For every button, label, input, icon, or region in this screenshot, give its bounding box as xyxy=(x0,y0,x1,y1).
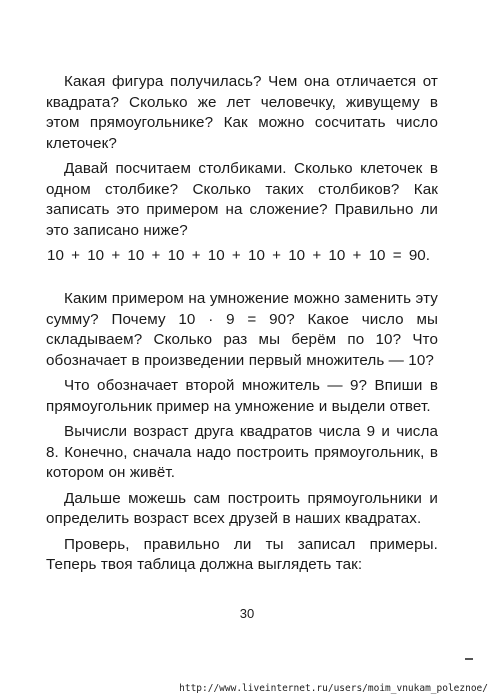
paragraph-check-examples: Проверь, правильно ли ты записал примеры. Теперь твоя таблица должна выглядеть так: xyxy=(46,535,438,573)
source-url-link[interactable]: http://www.liveinternet.ru/users/moim_vnukam_poleznoe/ xyxy=(179,683,488,694)
page-number: 30 xyxy=(239,606,255,621)
paragraph-build-rectangles: Дальше можешь сам построить прямоугольники и определить возраст всех друзей в наших квадратах. xyxy=(46,489,438,527)
paragraph-second-factor: Что обозначает второй множитель — 9? Впиши в прямоугольник пример на умножение и выдели ответ. xyxy=(46,377,438,415)
text-block-top xyxy=(46,72,438,241)
addition-equation: 10 + 10 + 10 + 10 + 10 + 10 + 10 + 10 + 10 = 90. xyxy=(47,247,430,264)
paragraph-columns-question: Давай посчитаем столбиками. Сколько клеточек в одном столбике? Сколько таких столбиков? Как записать это примером на сложение? Правильно ли это записано ниже? xyxy=(46,160,438,239)
text-block-bottom xyxy=(46,289,438,576)
margin-dash xyxy=(465,658,473,660)
paragraph-figure-question: Какая фигура получилась? Чем она отличается от квадрата? Сколько же лет человечку, живущему в этом прямоугольнике? Как можно сосчитать число клеточек? xyxy=(46,73,438,152)
paragraph-multiplication-question: Каким примером на умножение можно заменить эту сумму? Почему 10 · 9 = 90? Какое число мы складываем? Сколько раз мы берём по 10? Что обозначает в произведении первый множитель — 10? xyxy=(46,290,438,369)
paragraph-compute-age: Вычисли возраст друга квадратов числа 9 и числа 8. Конечно, сначала надо построить прямоугольник, в котором он живёт. xyxy=(46,423,438,481)
